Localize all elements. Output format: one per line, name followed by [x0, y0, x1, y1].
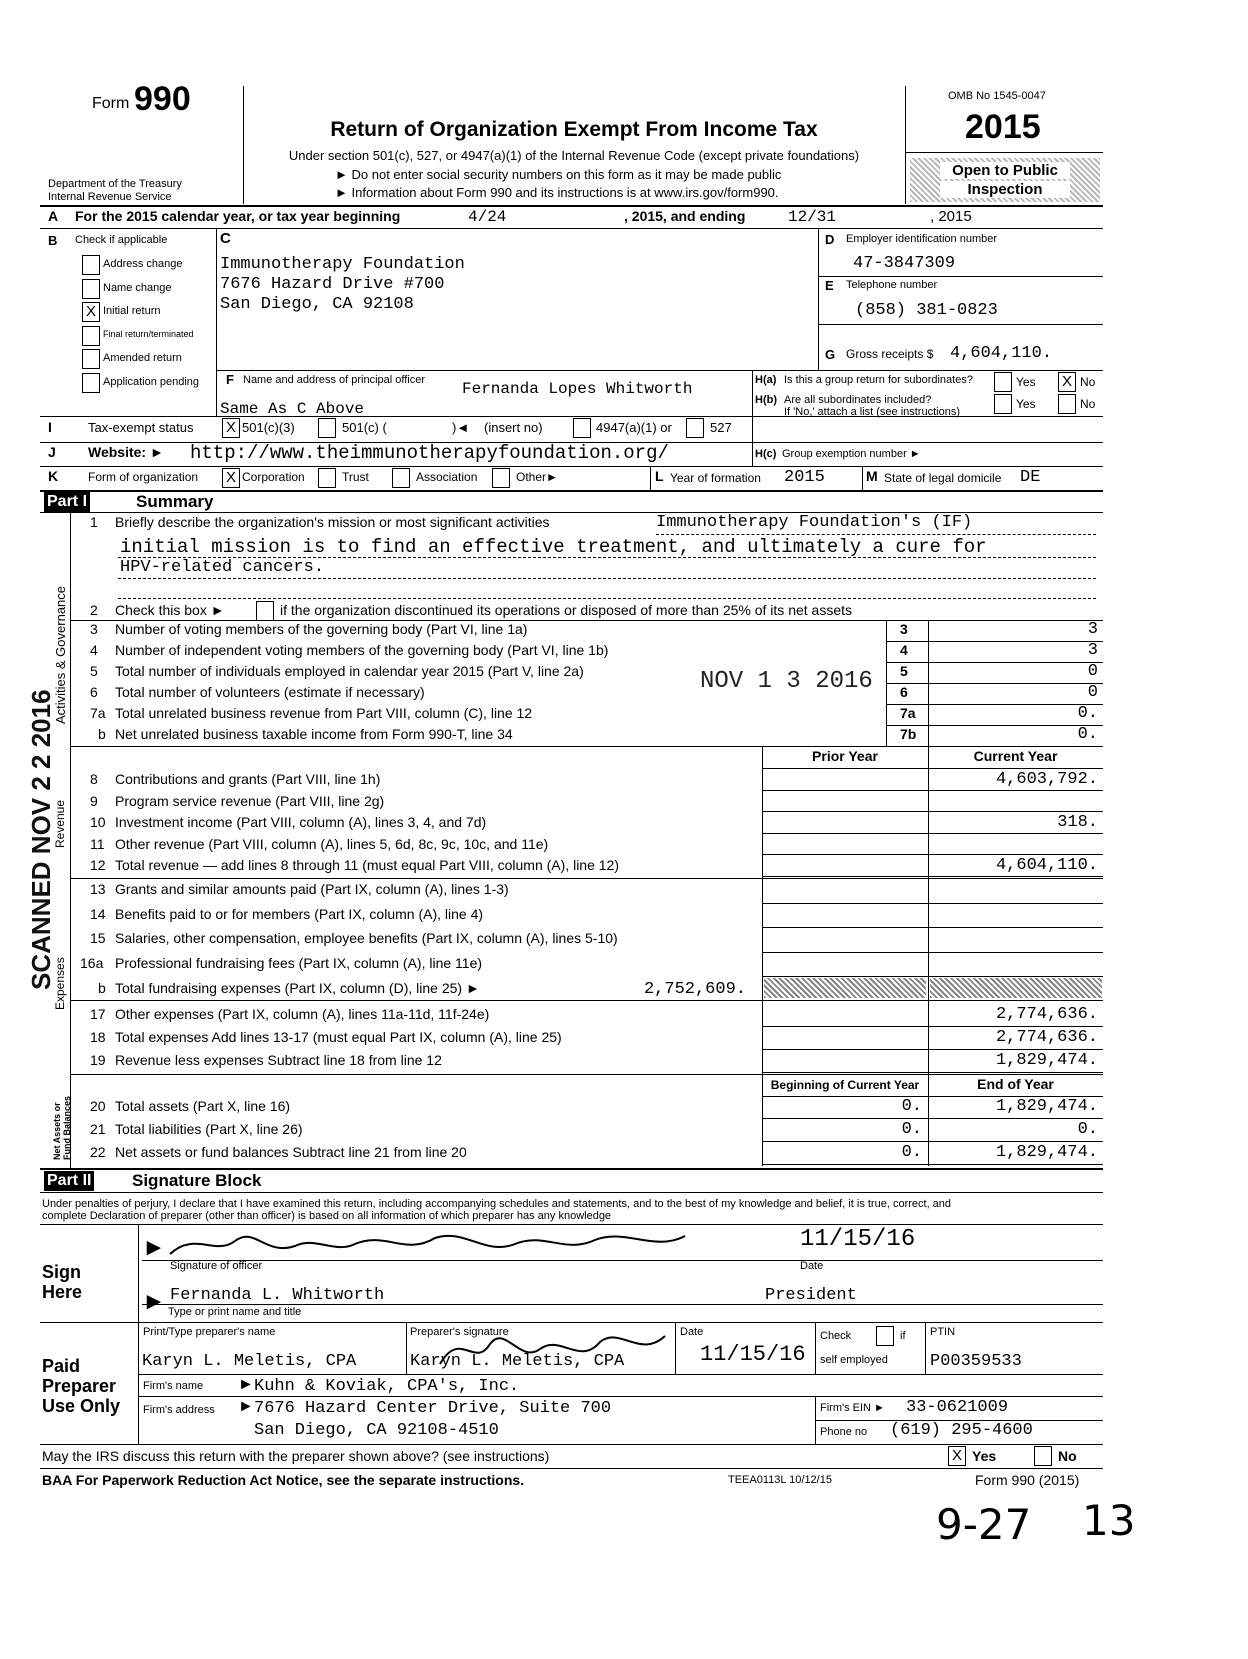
fin-line-num: 18 [90, 1029, 106, 1045]
k-label: K [48, 468, 59, 484]
col-prior-year: Prior Year [812, 748, 878, 764]
fin-line-num: 20 [90, 1098, 106, 1114]
gov-line-value[interactable]: 0. [1077, 704, 1098, 723]
line-a-text: For the 2015 calendar year, or tax year beginning [75, 208, 401, 224]
gov-line-box: 5 [900, 663, 908, 679]
fin-line-text: Net assets or fund balances Subtract line 21 from line 20 [115, 1144, 467, 1160]
ha-yes-checkbox[interactable] [994, 372, 1012, 392]
fin-line-text: Total expenses Add lines 13-17 (must equal Part IX, column (A), line 25) [115, 1029, 562, 1045]
mission-line2[interactable]: initial mission is to find an effective treatment, and ultimately a cure for [120, 536, 987, 558]
mission-line3[interactable]: HPV-related cancers. [120, 558, 325, 577]
gov-line-value[interactable]: 3 [1087, 641, 1098, 660]
check-applicable-label: Name change [103, 281, 172, 294]
check-label: Check [820, 1330, 852, 1342]
arrow-right-icon: ► [546, 470, 558, 484]
fin-line-text: Other expenses (Part IX, column (A), lines 11a-11d, 11f-24e) [115, 1006, 490, 1022]
line-a-tail: , 2015 [930, 208, 972, 225]
org-trust-checkbox[interactable] [318, 468, 336, 488]
gov-line-num: 6 [90, 684, 98, 700]
org-corporation-label: Corporation [242, 470, 305, 484]
fin-line-num: 22 [90, 1144, 106, 1160]
org-address2[interactable]: San Diego, CA 92108 [220, 295, 414, 314]
status-501c-label: 501(c) ( [342, 420, 387, 435]
gov-line-box: 7a [900, 705, 916, 721]
preparer-signature-scribble [430, 1324, 670, 1374]
handwritten-note: 9-27 [936, 1500, 1032, 1549]
gov-line-box: 7b [900, 726, 917, 742]
line2-text: Check this box ► [115, 602, 225, 618]
fin-line-num: 21 [90, 1121, 106, 1137]
discuss-yes-checkbox[interactable]: X [948, 1446, 966, 1466]
firm-ein[interactable]: 33-0621009 [906, 1398, 1009, 1417]
fin-line-rule [762, 1118, 1103, 1119]
paid-label2: Preparer [42, 1376, 117, 1396]
hc-text: Group exemption number ► [782, 448, 921, 460]
notice-ssn: ► Do not enter social security numbers on this form as it may be made public [335, 167, 782, 182]
preparer-name[interactable]: Karyn L. Meletis, CPA [142, 1352, 357, 1371]
gov-line-num: b [98, 726, 106, 742]
fin-line-current[interactable]: 4,604,110. [995, 856, 1098, 875]
firm-ein-label: Firm's EIN ► [820, 1402, 885, 1414]
ptin-value[interactable]: P00359533 [930, 1352, 1022, 1371]
handwritten-note-2: 13 [1082, 1496, 1136, 1545]
preparer-signature[interactable]: Karyn L. Meletis, CPA [410, 1352, 625, 1371]
ha-no-checkbox[interactable]: X [1058, 372, 1076, 392]
firm-phone[interactable]: (619) 295-4600 [890, 1421, 1033, 1440]
gov-line-value[interactable]: 0 [1087, 683, 1098, 702]
sign-label2: Here [42, 1282, 83, 1302]
hb-text2: If 'No,' attach a list (see instructions) [784, 406, 960, 418]
fin-line-text: Total revenue — add lines 8 through 11 (must equal Part VIII, column (A), line 12) [115, 857, 619, 873]
website-url[interactable]: http://www.theimmunotherapyfoundation.org/ [190, 442, 669, 464]
fin-line-rule [762, 876, 1103, 877]
preparer-date-label: Date [680, 1326, 704, 1338]
scanned-stamp: SCANNED NOV 2 2 2016 [26, 689, 56, 990]
gov-line-num: 7a [90, 705, 106, 721]
status-insert-no: (insert no) [484, 420, 543, 435]
fin-line-rule [762, 1026, 1103, 1027]
fin-line-text: Professional fundraising fees (Part IX, column (A), line 11e) [115, 954, 483, 971]
fin-line-current[interactable]: 1,829,474. [995, 1097, 1098, 1116]
gov-line-text: Number of voting members of the governing body (Part VI, line 1a) [115, 621, 528, 637]
j-text: Website: ► [88, 444, 164, 460]
if-label: if [900, 1330, 906, 1342]
status-527-label: 527 [710, 420, 732, 435]
arrow-right-icon: ► [335, 167, 348, 182]
signature-label: Signature of officer [170, 1260, 263, 1272]
preparer-date[interactable]: 11/15/16 [700, 1342, 806, 1367]
fin-line-text: Investment income (Part VIII, column (A), lines 3, 4, and 7d) [115, 814, 487, 830]
notice-info: ► Information about Form 990 and its instructions is at www.irs.gov/form990. [335, 185, 779, 200]
col-beginning-year: Beginning of Current Year [770, 1078, 920, 1092]
gov-line-box: 6 [900, 684, 908, 700]
inspection: Inspection [940, 181, 1070, 198]
d-heading: Employer identification number [846, 233, 998, 245]
m-label: M [866, 468, 878, 484]
footer-code: TEEA0113L 10/12/15 [728, 1474, 832, 1486]
fin-line-rule [762, 1049, 1103, 1050]
ha-text: Is this a group return for subordinates? [784, 374, 973, 386]
e-label: E [825, 278, 834, 293]
fin-line-rule [762, 811, 1103, 812]
state-of-domicile[interactable]: DE [1020, 468, 1041, 487]
line16b-num: b [98, 980, 106, 996]
arrow-right-icon: ► [874, 1402, 885, 1414]
discontinued-checkbox[interactable] [256, 601, 274, 621]
self-employed-label: self employed [820, 1354, 888, 1366]
dept-line2: Internal Revenue Service [48, 191, 172, 203]
discuss-yes-label: Yes [972, 1448, 997, 1464]
fin-line-num: 8 [90, 771, 98, 787]
fin-line-num: 10 [90, 814, 106, 830]
f-label: F [226, 372, 234, 387]
check-applicable-checkbox[interactable] [82, 255, 100, 275]
c-label: C [220, 230, 231, 247]
paid-label3: Use Only [42, 1396, 121, 1416]
fin-line-num: 14 [90, 905, 106, 922]
footer-form: Form 990 (2015) [975, 1472, 1080, 1488]
fin-line-text: Total liabilities (Part X, line 26) [115, 1121, 303, 1137]
org-other-label: Other► [516, 470, 558, 484]
omb-number: OMB No 1545-0047 [948, 90, 1046, 102]
fin-line-rule [762, 976, 1103, 977]
b-heading: Check if applicable [75, 234, 168, 246]
status-501c3-label: 501(c)(3) [242, 420, 295, 435]
org-name[interactable]: Immunotherapy Foundation [220, 255, 465, 274]
signature-date-label: Date [800, 1260, 824, 1272]
check-applicable-label: Address change [103, 258, 183, 270]
hb-yes-label: Yes [1016, 397, 1036, 411]
fin-line-text: Salaries, other compensation, employee benefits (Part IX, column (A), lines 5-10) [115, 930, 618, 946]
gov-line-num: 5 [90, 663, 98, 679]
part2-title: Signature Block [132, 1171, 262, 1190]
fin-line-rule [762, 790, 1103, 791]
fin-line-text: Total assets (Part X, line 16) [115, 1098, 291, 1114]
hb-no-checkbox[interactable] [1058, 394, 1076, 414]
status-501c-checkbox[interactable] [318, 418, 336, 438]
check-applicable-checkbox[interactable] [82, 279, 100, 299]
i-text: Tax-exempt status [88, 420, 194, 435]
status-4947-label: 4947(a)(1) or [596, 420, 672, 435]
hb-text1: Are all subordinates included? [784, 394, 932, 406]
sign-date[interactable]: 11/15/16 [800, 1226, 916, 1253]
m-text: State of legal domicile [884, 471, 1002, 485]
status-501c3-checkbox[interactable]: X [222, 418, 240, 438]
status-527-checkbox[interactable] [686, 418, 704, 438]
principal-officer-address[interactable]: Same As C Above [220, 400, 365, 418]
side-label-net2: Fund Balances [62, 1095, 72, 1160]
check-applicable-checkbox[interactable] [82, 326, 100, 346]
self-employed-checkbox[interactable] [876, 1326, 894, 1346]
firm-address2[interactable]: San Diego, CA 92108-4510 [254, 1421, 499, 1440]
line1-num: 1 [90, 514, 98, 530]
firm-address-label: Firm's address [143, 1404, 215, 1416]
fin-line-num: 11 [90, 835, 105, 852]
form-prefix: Form [92, 95, 130, 112]
gov-line-box: 3 [900, 621, 908, 637]
org-other-checkbox[interactable] [492, 468, 510, 488]
org-association-checkbox[interactable] [392, 468, 410, 488]
l-text: Year of formation [670, 471, 761, 485]
fin-line-rule [762, 1072, 1103, 1073]
check-applicable-checkbox[interactable] [82, 373, 100, 393]
year-of-formation[interactable]: 2015 [784, 468, 825, 487]
arrow-right-icon: ► [149, 444, 164, 460]
fin-line-num: 15 [90, 930, 106, 946]
fin-line-current[interactable]: 318. [1057, 813, 1098, 832]
i-label: I [48, 419, 52, 435]
fin-line-text: Revenue less expenses Subtract line 18 from line 12 [115, 1052, 442, 1068]
g-label: G [825, 347, 836, 362]
sign-arrow-icon: ► [142, 1234, 166, 1261]
discuss-no-checkbox[interactable] [1034, 1446, 1052, 1466]
mission-line1[interactable]: Immunotherapy Foundation's (IF) [656, 513, 973, 532]
org-corporation-checkbox[interactable]: X [222, 468, 240, 488]
preparer-name-label: Print/Type preparer's name [143, 1326, 276, 1338]
fin-line-num: 9 [90, 792, 98, 809]
arrow-right-icon: ► [909, 448, 921, 460]
j-label: J [48, 444, 56, 460]
fin-line-rule [762, 1164, 1103, 1165]
line-a-mid: , 2015, and ending [624, 208, 746, 224]
status-501c-close: )◄ [452, 420, 470, 435]
paid-label1: Paid [42, 1356, 81, 1376]
check-applicable-checkbox[interactable]: X [82, 302, 100, 322]
gov-line-value[interactable]: 0. [1077, 725, 1098, 744]
check-applicable-label: Application pending [103, 375, 200, 388]
fin-line-prior[interactable]: 0. [901, 1143, 922, 1162]
fin-line-num: 17 [90, 1006, 106, 1022]
side-label-governance: Activities & Governance [53, 585, 68, 724]
discuss-text: May the IRS discuss this return with the preparer shown above? (see instructions) [42, 1448, 550, 1464]
fin-line-rule [762, 903, 1103, 904]
gov-line-num: 3 [90, 621, 98, 637]
status-4947-checkbox[interactable] [573, 418, 591, 438]
check-applicable-label: Final return/terminated [103, 328, 194, 339]
form-title: Return of Organization Exempt From Income Tax [330, 118, 818, 141]
fin-line-current[interactable]: 2,774,636. [995, 1005, 1098, 1024]
check-applicable-label: Amended return [103, 352, 182, 364]
fin-line-num: 13 [90, 881, 106, 897]
org-trust-label: Trust [342, 470, 369, 484]
fin-line-current[interactable]: 4,603,792. [995, 770, 1098, 789]
d-label: D [825, 232, 835, 247]
fin-line-current[interactable]: 1,829,474. [995, 1051, 1098, 1070]
gov-line-num: 4 [90, 642, 98, 658]
footer-baa: BAA For Paperwork Reduction Act Notice, see the separate instructions. [42, 1472, 525, 1488]
officer-name[interactable]: Fernanda L. Whitworth [170, 1286, 385, 1305]
l-label: L [655, 468, 664, 484]
hc-label: H(c) [755, 448, 777, 460]
check-applicable-label: Initial return [103, 305, 161, 317]
part1-badge: Part I [44, 492, 90, 512]
firm-address1[interactable]: 7676 Hazard Center Drive, Suite 700 [254, 1399, 612, 1418]
g-heading: Gross receipts $ [846, 347, 934, 361]
firm-name-label: Firm's name [143, 1380, 204, 1392]
side-label-revenue: Revenue [53, 799, 67, 848]
fin-line-current[interactable]: 1,829,474. [995, 1143, 1098, 1162]
org-association-label: Association [416, 470, 478, 484]
fin-line-text: Program service revenue (Part VIII, line 2g) [115, 792, 385, 809]
fin-line-current[interactable]: 0. [1077, 1120, 1098, 1139]
part2-badge: Part II [44, 1171, 94, 1191]
tax-year-end[interactable]: 12/31 [788, 208, 837, 226]
line16b-value[interactable]: 2,752,609. [643, 980, 746, 999]
preparer-sig-label: Preparer's signature [410, 1326, 509, 1338]
line16b-text: Total fundraising expenses (Part IX, column (D), line 25) ► [115, 980, 480, 996]
fin-line-rule [762, 1141, 1103, 1142]
ptin-label: PTIN [930, 1326, 956, 1338]
fin-line-num: 12 [90, 857, 106, 873]
fin-line-text: Grants and similar amounts paid (Part IX, column (A), lines 1-3) [115, 881, 509, 897]
side-label-net1: Net Assets or [52, 1102, 62, 1160]
officer-signature[interactable] [165, 1226, 695, 1262]
gov-line-value[interactable]: 3 [1087, 620, 1098, 639]
fin-line-prior[interactable]: 0. [901, 1120, 922, 1139]
gov-line-text: Net unrelated business taxable income from Form 990-T, line 34 [115, 726, 513, 742]
hb-yes-checkbox[interactable] [994, 394, 1012, 414]
line1-text: Briefly describe the organization's mission or most significant activities [115, 514, 550, 530]
gov-line-text: Total unrelated business revenue from Part VIII, column (C), line 12 [115, 705, 533, 721]
ein-value[interactable]: 47-3847309 [853, 254, 956, 273]
arrow-left-icon: ◄ [456, 420, 470, 435]
fin-line-num: 16a [80, 954, 104, 971]
fin-line-rule [762, 833, 1103, 834]
name-title-label: Type or print name and title [168, 1306, 302, 1318]
phone-value[interactable]: (858) 381-0823 [855, 301, 998, 320]
tax-year: 2015 [965, 108, 1041, 146]
fin-line-text: Contributions and grants (Part VIII, line 1h) [115, 771, 381, 787]
col-end-year: End of Year [977, 1076, 1054, 1092]
fin-line-rule [762, 927, 1103, 928]
perjury-line2: complete Declaration of preparer (other than officer) is based on all information of which preparer has any knowledge [42, 1210, 612, 1222]
line2-rest: if the organization discontinued its operations or disposed of more than 25% of its net assets [280, 602, 853, 618]
fin-line-current[interactable]: 2,774,636. [995, 1028, 1098, 1047]
line2-num: 2 [90, 602, 98, 618]
perjury-line1: Under penalties of perjury, I declare that I have examined this return, including accompanying schedules and statements, and to the best of my knowledge and belief, it is true, correct, and [42, 1198, 952, 1210]
fin-line-text: Other revenue (Part VIII, column (A), lines 5, 6d, 8c, 9c, 10c, and 11e) [115, 835, 549, 852]
fin-line-rule [762, 854, 1103, 855]
firm-phone-label: Phone no [820, 1426, 868, 1438]
sign-label1: Sign [42, 1262, 81, 1282]
part1-title: Summary [136, 492, 214, 511]
form-subtitle: Under section 501(c), 527, or 4947(a)(1) of the Internal Revenue Code (except private foundations) [288, 148, 860, 163]
gov-line-value[interactable]: 0 [1087, 662, 1098, 681]
dept-line1: Department of the Treasury [48, 178, 182, 190]
principal-officer-name[interactable]: Fernanda Lopes Whitworth [462, 380, 693, 398]
received-stamp: NOV 1 3 2016 [700, 668, 873, 695]
fin-line-rule [762, 952, 1103, 953]
arrow-right-icon: ► [210, 602, 225, 618]
hb-no-label: No [1080, 397, 1096, 411]
ha-yes-label: Yes [1016, 375, 1036, 389]
side-label-expenses: Expenses [53, 957, 67, 1010]
tax-year-begin[interactable]: 4/24 [468, 208, 507, 226]
gov-line-text: Total number of volunteers (estimate if necessary) [115, 684, 425, 700]
name-arrow-icon: ► [142, 1288, 166, 1315]
gov-line-text: Number of independent voting members of the governing body (Part VI, line 1b) [115, 642, 609, 658]
f-heading: Name and address of principal officer [243, 374, 426, 386]
open-to-public: Open to Public [940, 162, 1070, 179]
firm-name[interactable]: Kuhn & Koviak, CPA's, Inc. [254, 1377, 520, 1396]
fin-line-prior[interactable]: 0. [901, 1097, 922, 1116]
discuss-no-label: No [1058, 1448, 1077, 1464]
b-label: B [48, 233, 58, 248]
firm-name-arrow-icon: ► [238, 1376, 254, 1393]
form-number: 990 [134, 80, 191, 118]
fin-line-text: Benefits paid to or for members (Part IX, column (A), line 4) [115, 905, 484, 922]
check-applicable-checkbox[interactable] [82, 349, 100, 369]
gross-receipts-value[interactable]: 4,604,110. [950, 344, 1053, 363]
col-current-year: Current Year [973, 748, 1058, 764]
officer-title[interactable]: President [765, 1286, 857, 1305]
firm-address-arrow-icon: ► [238, 1398, 254, 1415]
arrow-right-icon: ► [465, 980, 480, 996]
line-a-label: A [48, 208, 59, 224]
ha-label: H(a) [755, 374, 777, 386]
org-address1[interactable]: 7676 Hazard Drive #700 [220, 275, 445, 294]
fin-line-num: 19 [90, 1052, 106, 1068]
hb-label: H(b) [755, 394, 777, 406]
e-heading: Telephone number [846, 279, 938, 291]
arrow-right-icon: ► [335, 185, 348, 200]
gov-line-text: Total number of individuals employed in calendar year 2015 (Part V, line 2a) [115, 663, 584, 679]
ha-no-label: No [1080, 375, 1096, 389]
gov-line-box: 4 [900, 642, 908, 658]
k-text: Form of organization [88, 470, 199, 484]
